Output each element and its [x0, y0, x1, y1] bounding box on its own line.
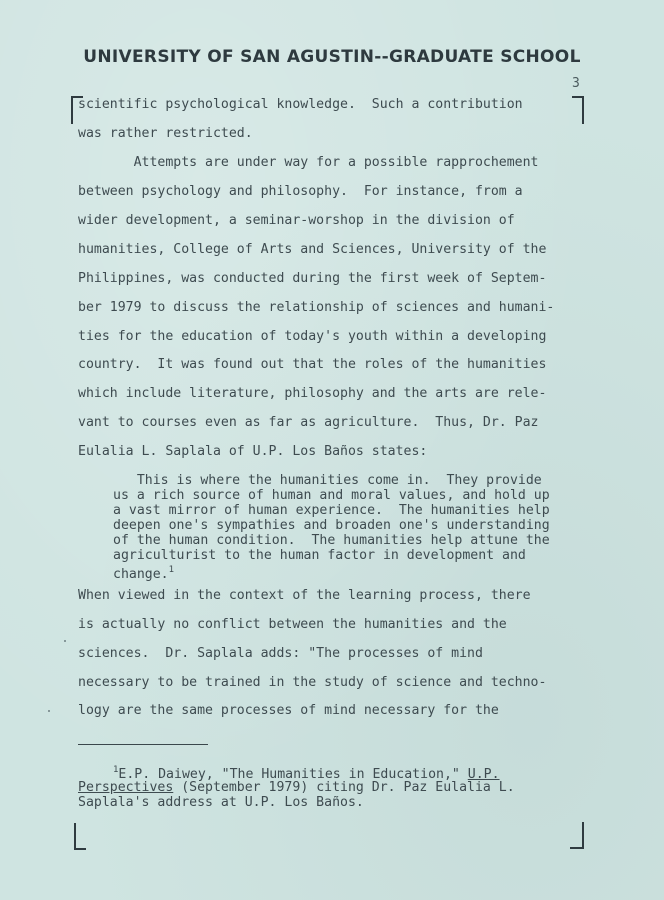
page-header-title: UNIVERSITY OF SAN AGUSTIN--GRADUATE SCHOOL: [83, 47, 581, 67]
footnote-text: (September 1979) citing Dr. Paz Eulalia L.: [173, 780, 515, 795]
block-quote-last-words: change.: [113, 567, 169, 582]
body-line: ties for the education of today's youth within a developing: [78, 329, 547, 344]
body-line: logy are the same processes of mind necessary for the: [78, 703, 499, 718]
crop-mark-top-right: [572, 96, 584, 124]
body-line: ber 1979 to discuss the relationship of sciences and humani-: [78, 300, 555, 315]
paper-speck: [64, 640, 66, 642]
body-line: Attempts are under way for a possible rapprochement: [78, 155, 539, 170]
block-quote-line: of the human condition. The humanities help attune the: [113, 533, 550, 548]
body-line: Philippines, was conducted during the first week of Septem-: [78, 271, 547, 286]
body-line: vant to courses even as far as agriculture. Thus, Dr. Paz: [78, 415, 539, 430]
body-line: between psychology and philosophy. For instance, from a: [78, 184, 523, 199]
block-quote-line: This is where the humanities come in. They provide: [113, 473, 542, 488]
body-line: sciences. Dr. Saplala adds: "The processes of mind: [78, 646, 483, 661]
block-quote-line: agriculturist to the human factor in development and: [113, 548, 526, 563]
footnote-line: Saplala's address at U.P. Los Baños.: [78, 795, 364, 810]
body-line: wider development, a seminar-worshop in the division of: [78, 213, 515, 228]
block-quote-line: a vast mirror of human experience. The humanities help: [113, 503, 550, 518]
body-line: humanities, College of Arts and Sciences, University of the: [78, 242, 547, 257]
footnote-journal: U.P.: [467, 767, 500, 782]
body-line: Eulalia L. Saplala of U.P. Los Baños states:: [78, 444, 428, 459]
footnote-reference: 1: [168, 565, 174, 575]
block-quote-line: deepen one's sympathies and broaden one's understanding: [113, 518, 550, 533]
page-number: 3: [572, 76, 580, 91]
crop-mark-bottom-left: [74, 823, 86, 850]
body-line: country. It was found out that the roles of the humanities: [78, 357, 547, 372]
footnote-text: E.P. Daiwey, "The Humanities in Education,": [118, 767, 468, 782]
body-line: scientific psychological knowledge. Such a contribution: [78, 97, 523, 112]
footnote-line: [78, 780, 515, 795]
body-line: is actually no conflict between the humanities and the: [78, 617, 507, 632]
crop-mark-bottom-right: [570, 822, 584, 849]
footnote-journal: Perspectives: [78, 780, 174, 795]
paper-speck: [48, 710, 50, 712]
block-quote-line: us a rich source of human and moral values, and hold up: [113, 488, 550, 503]
block-quote-line: [113, 563, 174, 582]
body-line: which include literature, philosophy and the arts are rele-: [78, 386, 547, 401]
body-line: When viewed in the context of the learning process, there: [78, 588, 531, 603]
body-line: was rather restricted.: [78, 126, 253, 141]
footnote-marker: 1: [113, 765, 119, 775]
body-line: necessary to be trained in the study of science and techno-: [78, 675, 547, 690]
footnote-separator: [78, 744, 208, 745]
